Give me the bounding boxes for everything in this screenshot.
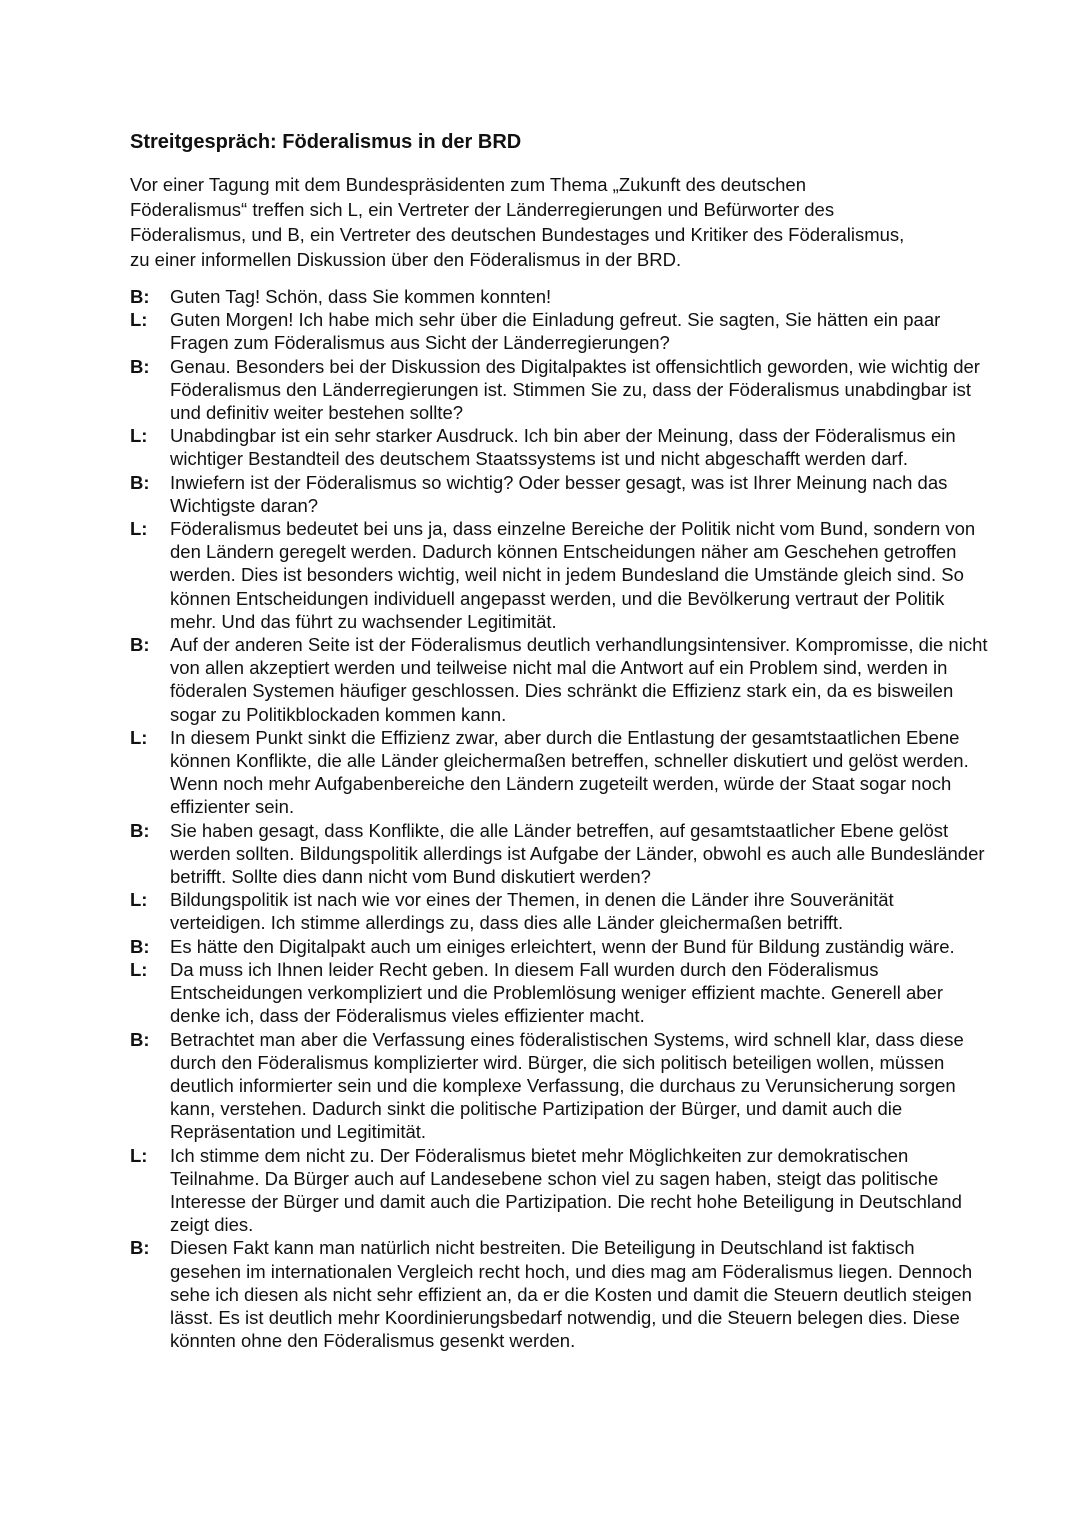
dialog-turn bbox=[130, 1144, 990, 1237]
speaker-label: B: bbox=[130, 1028, 150, 1050]
speaker-label: L: bbox=[130, 958, 148, 980]
dialog-turn bbox=[130, 726, 990, 819]
dialog-turn bbox=[130, 308, 990, 354]
intro-paragraph: Vor einer Tagung mit dem Bundespräsidenten zum Thema „Zukunft des deutschen Föderalismus“ treffen sich L, ein Vertreter der Länderregierungen und Befürworter des Föderalismus, und B, ein Vertreter des deutschen Bundestages und Kritiker des Föderalismus, zu einer informellen Diskussion über den Föderalismus in der BRD. bbox=[130, 174, 905, 270]
speaker-label: B: bbox=[130, 634, 150, 656]
speech-text: Sie haben gesagt, dass Konflikte, die alle Länder betreffen, auf gesamtstaatlicher Ebene gelöst werden sollten. Bildungspolitik allerdings ist Aufgabe der Länder, obwohl es auch alle Bundesländer betrifft. Sollte dies dann nicht vom Bund diskutiert werden? bbox=[170, 819, 985, 888]
speaker-label: L: bbox=[130, 1144, 148, 1166]
speaker-label: B: bbox=[130, 286, 150, 307]
speech-text: Inwiefern ist der Föderalismus so wichtig? Oder besser gesagt, was ist Ihrer Meinung nach das Wichtigste daran? bbox=[170, 471, 948, 516]
speech-text: Da muss ich Ihnen leider Recht geben. In diesem Fall wurden durch den Föderalismus Entscheidungen verkompliziert und die Problemlösung weniger effizient machte. Generell aber denke ich, dass der Föderalismus vieles effizienter macht. bbox=[170, 958, 943, 1027]
dialog-turn bbox=[130, 633, 990, 726]
speech-text: In diesem Punkt sinkt die Effizienz zwar, aber durch die Entlastung der gesamtstaatlichen Ebene können Konflikte, die alle Länder gleichermaßen betreffen, schneller diskutiert und gelöst werden. Wenn noch mehr Aufgabenbereiche den Ländern zugeteilt werden, würde der Staat sogar noch effizienter sein. bbox=[170, 726, 969, 818]
dialog-turn bbox=[130, 517, 990, 633]
dialog-turn bbox=[130, 958, 990, 1028]
speaker-label: L: bbox=[130, 889, 148, 911]
speaker-label: L: bbox=[130, 309, 148, 331]
speaker-label: L: bbox=[130, 425, 148, 447]
dialog-turn bbox=[130, 285, 990, 308]
dialog-turn bbox=[130, 1236, 990, 1352]
dialog-turn bbox=[130, 424, 990, 470]
speaker-label: B: bbox=[130, 1237, 150, 1259]
speech-text: Diesen Fakt kann man natürlich nicht bestreiten. Die Beteiligung in Deutschland ist faktisch gesehen im internationalen Vergleich recht hoch, und dies mag am Föderalismus liegen. Dennoch sehe ich diesen als nicht sehr effizient an, da er die Kosten und damit die Steuern deutlich steigen lässt. Es ist deutlich mehr Koordinierungsbedarf notwendig, und die Steuern belegen dies. Diese könnten ohne den Föderalismus gesenkt werden. bbox=[170, 1237, 973, 1352]
speaker-label: B: bbox=[130, 935, 150, 957]
document-title: Streitgespräch: Föderalismus in der BRD bbox=[130, 131, 522, 153]
speech-text: Föderalismus bedeutet bei uns ja, dass einzelne Bereiche der Politik nicht vom Bund, sondern von den Ländern geregelt werden. Dadurch können Entscheidungen näher am Geschehen getroffen werden. Dies ist besonders wichtig, weil nicht in jedem Bundesland die Umstände gleich sind. So können Entscheidungen individuell angepasst werden, und die Bevölkerung vertraut der Politik mehr. Und das führt zu wachsender Legitimität. bbox=[170, 518, 976, 632]
dialog-turn bbox=[130, 819, 990, 889]
speech-text: Guten Morgen! Ich habe mich sehr über die Einladung gefreut. Sie sagten, Sie hätten ein paar Fragen zum Föderalismus aus Sicht der Länderregierungen? bbox=[170, 309, 941, 354]
speaker-label: L: bbox=[130, 726, 148, 748]
speaker-label: L: bbox=[130, 518, 148, 540]
dialog-turn bbox=[130, 355, 990, 425]
document-page bbox=[130, 128, 990, 1352]
speaker-label: B: bbox=[130, 355, 150, 377]
speech-text: Es hätte den Digitalpakt auch um einiges erleichtert, wenn der Bund für Bildung zuständig wäre. bbox=[170, 935, 955, 957]
dialog-turn bbox=[130, 935, 990, 958]
dialog-turn bbox=[130, 888, 990, 934]
speech-text: Ich stimme dem nicht zu. Der Föderalismus bietet mehr Möglichkeiten zur demokratischen Teilnahme. Da Bürger auch auf Landesebene schon viel zu sagen haben, steigt das politische Interesse der Bürger und damit auch die Partizipation. Die recht hohe Beteiligung in Deutschland zeigt dies. bbox=[170, 1144, 962, 1236]
speech-text: Guten Tag! Schön, dass Sie kommen konnten! bbox=[170, 286, 552, 307]
speech-text: Auf der anderen Seite ist der Föderalismus deutlich verhandlungsintensiver. Kompromisse, die nicht von allen akzeptiert werden und teilweise nicht mal die Antwort auf ein Problem sind, werden in föderalen Systemen häufiger geschlossen. Dies schränkt die Effizienz stark ein, da es bisweilen sogar zu Politikblockaden kommen kann. bbox=[170, 634, 988, 725]
dialog-turn bbox=[130, 1028, 990, 1144]
dialog-turn bbox=[130, 471, 990, 517]
speech-text: Genau. Besonders bei der Diskussion des Digitalpaktes ist offensichtlich geworden, wie wichtig der Föderalismus den Länderregierungen ist. Stimmen Sie zu, dass der Föderalismus unabdingbar ist und definitiv weiter bestehen sollte? bbox=[170, 355, 980, 424]
speaker-label: B: bbox=[130, 819, 150, 841]
speaker-label: B: bbox=[130, 471, 150, 493]
dialog-list bbox=[130, 285, 990, 1352]
speech-text: Unabdingbar ist ein sehr starker Ausdruck. Ich bin aber der Meinung, dass der Föderalismus ein wichtiger Bestandteil des deutschem Staatssystems ist und nicht abgeschafft werden darf. bbox=[170, 425, 956, 470]
speech-text: Bildungspolitik ist nach wie vor eines der Themen, in denen die Länder ihre Souveränität verteidigen. Ich stimme allerdings zu, dass dies alle Länder gleichermaßen betrifft. bbox=[170, 889, 894, 934]
speech-text: Betrachtet man aber die Verfassung eines föderalistischen Systems, wird schnell klar, dass diese durch den Föderalismus komplizierter wird. Bürger, die sich politisch beteiligen wollen, müssen deutlich informierter sein und die komplexe Verfassung, die durchaus zu Verunsicherung sorgen kann, verstehen. Dadurch sinkt die politische Partizipation der Bürger, und damit auch die Repräsentation und Legitimität. bbox=[170, 1028, 964, 1143]
